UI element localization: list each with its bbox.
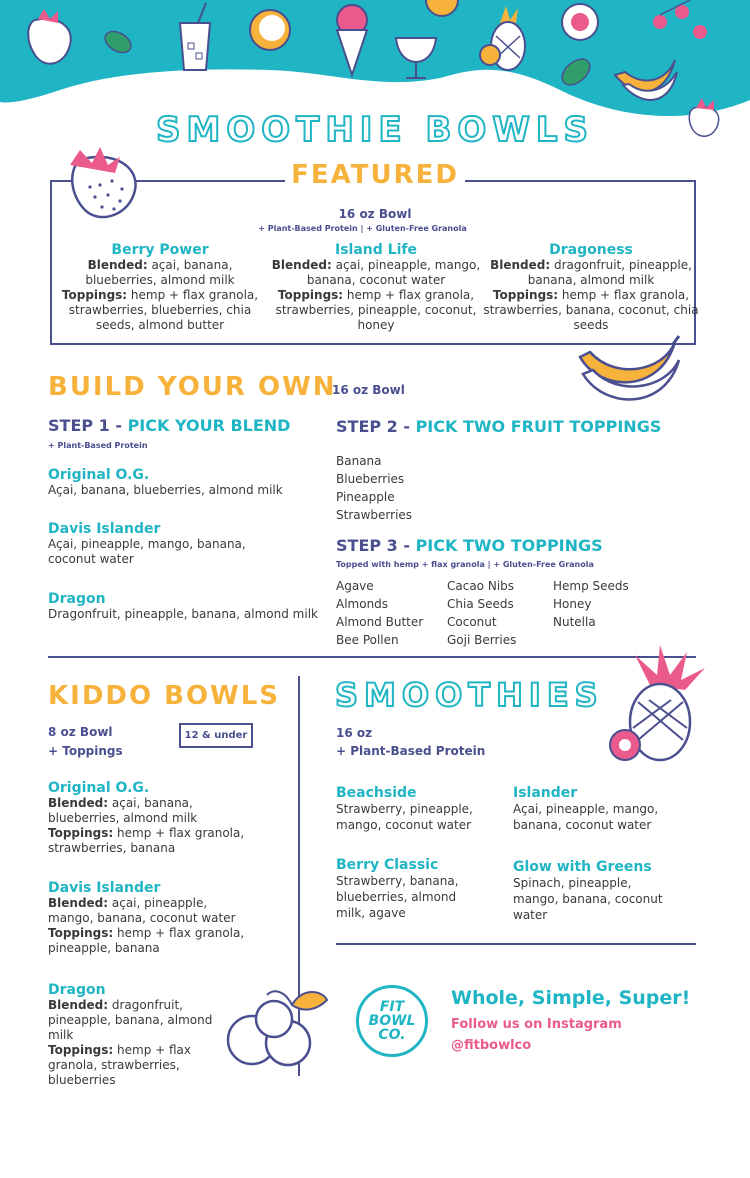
coconut-icon (250, 10, 290, 50)
step2-list (336, 452, 412, 524)
blended-label: Blended: (87, 258, 148, 272)
toppings-text: hemp + flax granola, pineapple, banana (48, 926, 245, 955)
step3-note: Topped with hemp + flax granola | + Gluten-Free Granola (336, 560, 594, 569)
smoothie-item (336, 785, 486, 833)
blended-text: dragonfruit, pineapple, banana, almond milk (527, 258, 692, 287)
blended-label: Blended: (48, 998, 109, 1012)
blend-item (48, 467, 308, 498)
kiddo-item (48, 780, 258, 856)
toppings-label: Toppings: (48, 926, 114, 940)
smoothie-item (336, 857, 486, 921)
logo-line: CO. (378, 1027, 406, 1043)
item-desc: Strawberry, banana, blueberries, almond milk, agave (336, 874, 459, 920)
tagline: Whole, Simple, Super! (451, 987, 691, 1009)
build-size: 16 oz Bowl (332, 383, 405, 397)
item-name: Original O.G. (48, 467, 150, 483)
step2-heading: PICK TWO FRUIT TOPPINGS (415, 417, 662, 436)
list-item: Banana (336, 454, 382, 468)
featured-item (266, 242, 486, 333)
blended-text: açai, banana, blueberries, almond milk (85, 258, 235, 287)
smoothies-divider (336, 943, 696, 945)
smoothies-title: SMOOTHIES (335, 676, 604, 714)
kiddo-toppings: + Toppings (48, 744, 123, 758)
age-badge: 12 & under (179, 723, 253, 748)
blended-text: dragonfruit, pineapple, banana, almond milk (48, 998, 213, 1042)
toppings-label: Toppings: (492, 288, 559, 302)
list-item: Strawberries (336, 508, 413, 522)
step3-prefix: STEP 3 - (336, 536, 416, 555)
kiddo-item (48, 982, 238, 1088)
item-name: Davis Islander (48, 880, 161, 896)
item-name: Island Life (335, 242, 417, 258)
blend-item (48, 591, 328, 622)
blended-text: açai, banana, blueberries, almond milk (48, 796, 198, 825)
page-title: SMOOTHIE BOWLS (156, 110, 594, 150)
step3-col (336, 577, 423, 649)
step3-col (447, 577, 516, 649)
list-item: Pineapple (336, 490, 395, 504)
list-item: Almonds (336, 597, 389, 611)
list-item: Goji Berries (447, 633, 517, 647)
logo-line: BOWL (368, 1013, 416, 1029)
blended-text: açai, pineapple, mango, banana, coconut water (48, 896, 236, 925)
step2-title (336, 417, 661, 436)
blend-item (48, 521, 248, 567)
blueberries-icon (222, 985, 332, 1075)
item-name: Glow with Greens (513, 859, 652, 875)
toppings-text: hemp + flax granola, strawberries, banana (48, 826, 245, 855)
list-item: Agave (336, 579, 374, 593)
pineapple-ring-icon (480, 45, 500, 65)
smoothie-item (513, 785, 663, 833)
step3-col (553, 577, 629, 631)
brand-logo (356, 985, 428, 1057)
blended-label: Blended: (48, 796, 109, 810)
blended-text: açai, pineapple, mango, banana, coconut water (306, 258, 481, 287)
smoothie-item (513, 859, 678, 923)
pineapple-icon-large (605, 640, 735, 770)
smoothies-size: 16 oz (336, 726, 373, 740)
step1-title (48, 416, 290, 435)
item-name: Beachside (336, 785, 417, 801)
list-item: Bee Pollen (336, 633, 399, 647)
item-name: Dragoness (549, 242, 633, 258)
list-item: Blueberries (336, 472, 405, 486)
featured-note: + Plant-Based Protein | + Gluten-Free Granola (258, 224, 467, 233)
item-name: Islander (513, 785, 578, 801)
step1-prefix: STEP 1 - (48, 416, 128, 435)
list-item: Nutella (553, 615, 596, 629)
logo-line: FIT (379, 999, 405, 1015)
item-name: Berry Classic (336, 857, 439, 873)
list-item: Cacao Nibs (447, 579, 515, 593)
featured-item (50, 242, 270, 333)
kiddo-size: 8 oz Bowl (48, 725, 113, 739)
featured-size: 16 oz Bowl (338, 207, 412, 221)
list-item: Coconut (447, 615, 497, 629)
step1-note: + Plant-Based Protein (48, 441, 148, 450)
list-item: Hemp Seeds (553, 579, 629, 593)
item-desc: Açai, pineapple, mango, banana, coconut water (48, 537, 246, 566)
item-desc: Spinach, pineapple, mango, banana, coconut water (513, 876, 663, 922)
toppings-label: Toppings: (48, 826, 114, 840)
item-desc: Strawberry, pineapple, mango, coconut water (336, 802, 473, 832)
smoothies-protein: + Plant-Based Protein (336, 744, 486, 758)
featured-title: FEATURED (285, 160, 465, 190)
toppings-label: Toppings: (277, 288, 344, 302)
kiddo-item (48, 880, 248, 956)
build-title: BUILD YOUR OWN (48, 372, 337, 402)
step3-heading: PICK TWO TOPPINGS (415, 536, 603, 555)
step2-prefix: STEP 2 - (336, 417, 416, 436)
item-desc: Açai, banana, blueberries, almond milk (48, 483, 283, 497)
strawberry-icon-large (60, 145, 150, 235)
step3-title (336, 536, 603, 555)
toppings-text: hemp + flax granola, strawberries, blueberries, chia seeds, almond butter (68, 288, 259, 332)
horizontal-divider (48, 656, 696, 658)
blended-label: Blended: (490, 258, 551, 272)
item-name: Berry Power (111, 242, 209, 258)
blended-label: Blended: (48, 896, 109, 910)
toppings-label: Toppings: (48, 1043, 114, 1057)
step1-heading: PICK YOUR BLEND (127, 416, 291, 435)
item-desc: Açai, pineapple, mango, banana, coconut water (513, 802, 659, 832)
item-name: Dragon (48, 591, 106, 607)
list-item: Honey (553, 597, 592, 611)
item-name: Dragon (48, 982, 106, 998)
featured-item (481, 242, 701, 333)
item-name: Original O.G. (48, 780, 150, 796)
toppings-label: Toppings: (61, 288, 128, 302)
toppings-text: hemp + flax granola, strawberries, blueberries (48, 1043, 192, 1087)
banana-icon-large (575, 332, 685, 412)
toppings-text: hemp + flax granola, strawberries, pineapple, coconut, honey (275, 288, 477, 332)
toppings-text: hemp + flax granola, strawberries, banana, coconut, chia seeds (483, 288, 699, 332)
item-name: Davis Islander (48, 521, 161, 537)
blended-label: Blended: (271, 258, 332, 272)
item-desc: Dragonfruit, pineapple, banana, almond milk (48, 607, 318, 621)
list-item: Chia Seeds (447, 597, 514, 611)
kiddo-title: KIDDO BOWLS (48, 681, 281, 711)
instagram-handle[interactable]: @fitbowlco (451, 1038, 532, 1053)
list-item: Almond Butter (336, 615, 424, 629)
follow-text: Follow us on Instagram (451, 1017, 622, 1032)
